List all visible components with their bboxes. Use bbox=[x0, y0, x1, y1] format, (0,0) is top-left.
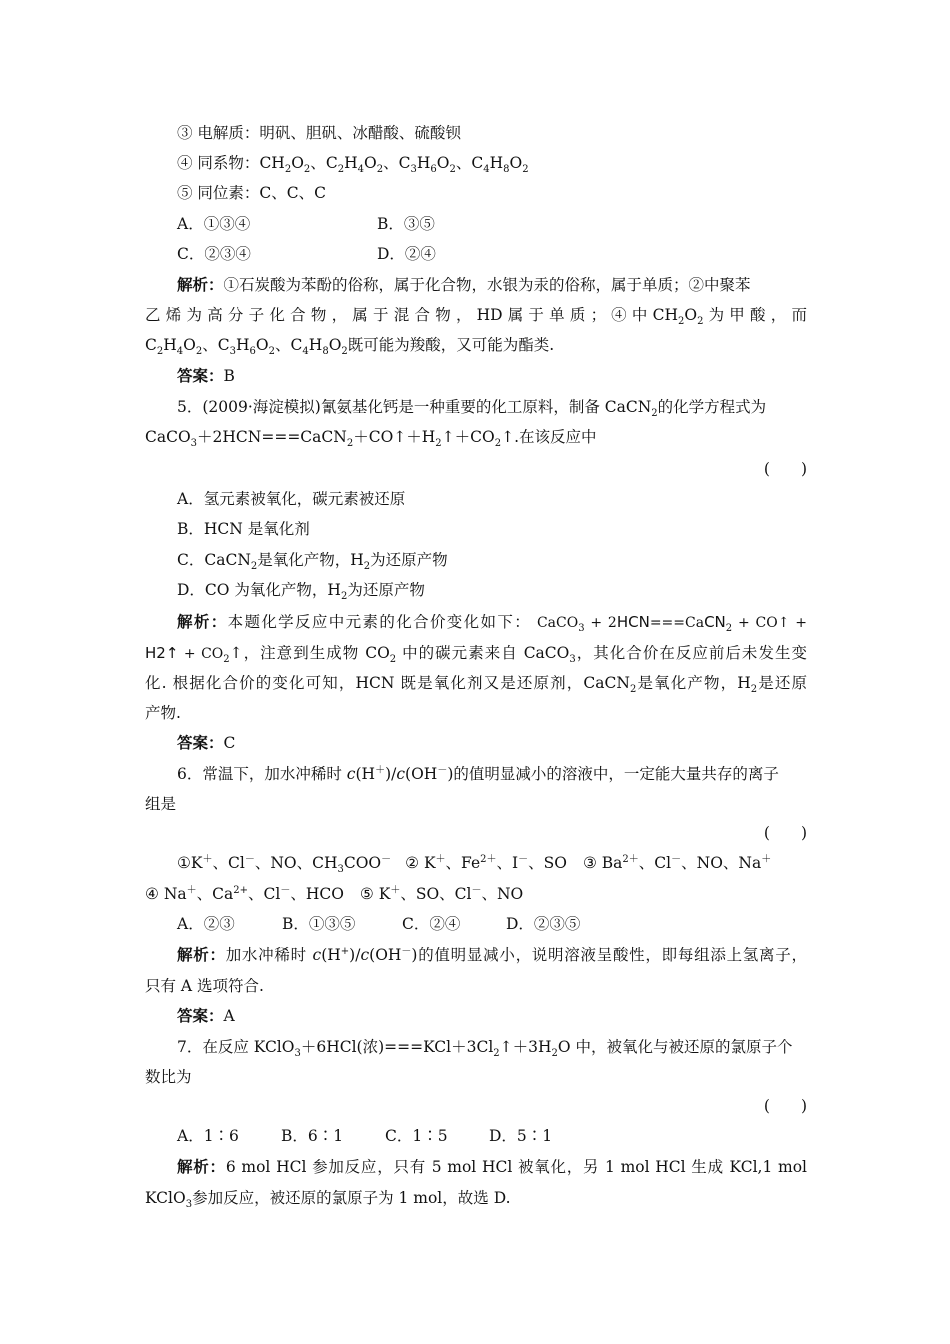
q5-analysis-line3: 化. 根据化合价的变化可知，HCN 既是氧化剂又是还原剂，CaCN$_2$是氧化产物，$H_2$是还原 bbox=[145, 674, 807, 696]
q7-answer-bracket: ( ) bbox=[763, 1097, 807, 1115]
q4-options-row1 bbox=[177, 214, 807, 234]
q5-stem-line1: 5．(2009·海淀模拟)氰氨基化钙是一种重要的化工原料，制备 CaCN$_2$的化学方程式为 bbox=[177, 398, 767, 420]
q5-option-b: B．HCN 是氧化剂 bbox=[177, 520, 310, 538]
q7-option-b: B．6∶1 bbox=[281, 1127, 344, 1145]
q4-analysis-line2: 乙 烯 为 高 分 子 化 合 物 ， 属 于 混 合 物 ， HD 属 于 单 质 ； ④ 中 $CH_2O_2$ 为 甲 酸 ， 而 bbox=[145, 306, 807, 328]
q5-option-d: D．CO 为氧化产物，$H_2$为还原产物 bbox=[177, 581, 425, 603]
q6-answer: 答案：A bbox=[177, 1006, 235, 1025]
q4-answer: 答案：B bbox=[177, 366, 235, 385]
q7-option-c: C．1∶5 bbox=[385, 1127, 448, 1145]
q4-item-isotopes: ⑤ 同位素：C、C、C bbox=[177, 184, 327, 202]
q4-option-a: A．①③④ bbox=[177, 215, 251, 233]
q6-answer-bracket: ( ) bbox=[763, 824, 807, 842]
q7-options bbox=[177, 1126, 807, 1146]
q7-analysis-line2: KClO$_3$参加反应，被还原的氯原子为 1 mol，故选 D. bbox=[145, 1189, 511, 1211]
q5-analysis-line1: 解析：本题化学反应中元素的化合价变化如下： CaCO$_3$ + 2HCN===CaCN$_2$ + CO↑ + bbox=[177, 612, 807, 635]
q5-stem-equation: $CaCO_3+2HCN===CaCN_2+CO↑+H_2↑+CO_2↑$.在该反应中 bbox=[145, 428, 597, 450]
q6-analysis-line1: 解析：加水冲稀时 c(H+)/c(OH－)的值明显减小，说明溶液呈酸性，即每组添上氢离子， bbox=[177, 945, 807, 964]
q7-stem-line2: 数比为 bbox=[145, 1068, 192, 1086]
q6-option-c: C．②④ bbox=[402, 915, 461, 933]
q6-option-d: D．②③⑤ bbox=[506, 915, 581, 933]
q4-item-homologs: ④ 同系物：$CH_2O_2$、$C_2H_4O_2$、$C_3H_6O_2$、$C_4H_8O_2$ bbox=[177, 154, 529, 176]
q6-option-b: B．①③⑤ bbox=[282, 915, 356, 933]
q7-stem-line1: 7．在反应 KClO$_3$＋6HCl(浓)$===KCl+3Cl_2↑+3H_2O$ 中，被氧化与被还原的氯原子个 bbox=[177, 1038, 793, 1060]
q4-analysis-line1: 解析：①石炭酸为苯酚的俗称，属于化合物，水银为汞的俗称，属于单质；②中聚苯 bbox=[177, 275, 751, 294]
q7-option-d: D．5∶1 bbox=[489, 1127, 553, 1145]
q6-ion-groups-row1: ①K＋、Cl－、NO、$CH_3COO^-$ ② K＋、$Fe^{2+}$、I－、SO ③ $Ba^{2+}$、Cl－、NO、Na＋ bbox=[177, 853, 772, 876]
q4-analysis-line3: $C_2H_4O_2$、$C_3H_6O_2$、$C_4H_8O_2$既可能为羧酸，又可能为酯类. bbox=[145, 336, 555, 358]
q6-ion-groups-row2: ④ Na＋、$Ca^{2+}$、Cl－、HCO ⑤ K＋、SO、Cl－、NO bbox=[145, 884, 524, 903]
q6-stem-line2: 组是 bbox=[145, 795, 177, 813]
q6-analysis-line2: 只有 A 选项符合. bbox=[145, 977, 264, 995]
q6-stem-line1: 6．常温下，加水冲稀时 c(H＋)/c(OH－)的值明显减小的溶液中，一定能大量共存的离子 bbox=[177, 764, 779, 783]
q5-analysis-line2: H2↑ + $CO_2↑$，注意到生成物 $CO_2$ 中的碳元素来自 CaCO$_3$，其化合价在反应前后未发生变 bbox=[145, 644, 807, 666]
q4-option-c: C．②③④ bbox=[177, 245, 251, 263]
q5-answer: 答案：C bbox=[177, 733, 236, 752]
q6-options bbox=[177, 914, 807, 934]
q5-option-a: A．氢元素被氧化，碳元素被还原 bbox=[177, 490, 406, 508]
q5-answer-bracket: ( ) bbox=[763, 460, 807, 478]
q4-item-electrolytes: ③ 电解质：明矾、胆矾、冰醋酸、硫酸钡 bbox=[177, 124, 461, 142]
q4-options-row2 bbox=[177, 244, 807, 264]
q5-analysis-line4: 产物. bbox=[145, 704, 181, 722]
q7-option-a: A．1∶6 bbox=[177, 1127, 239, 1145]
q6-option-a: A．②③ bbox=[177, 915, 235, 933]
q7-analysis-line1: 解析：6 mol HCl 参加反应，只有 5 mol HCl 被氧化，另 1 mol HCl 生成 KCl,1 mol bbox=[177, 1157, 807, 1176]
q5-option-c: C．CaCN$_2$是氧化产物，$H_2$为还原产物 bbox=[177, 551, 448, 573]
q4-option-d: D．②④ bbox=[377, 245, 436, 263]
q4-option-b: B．③⑤ bbox=[377, 215, 435, 233]
